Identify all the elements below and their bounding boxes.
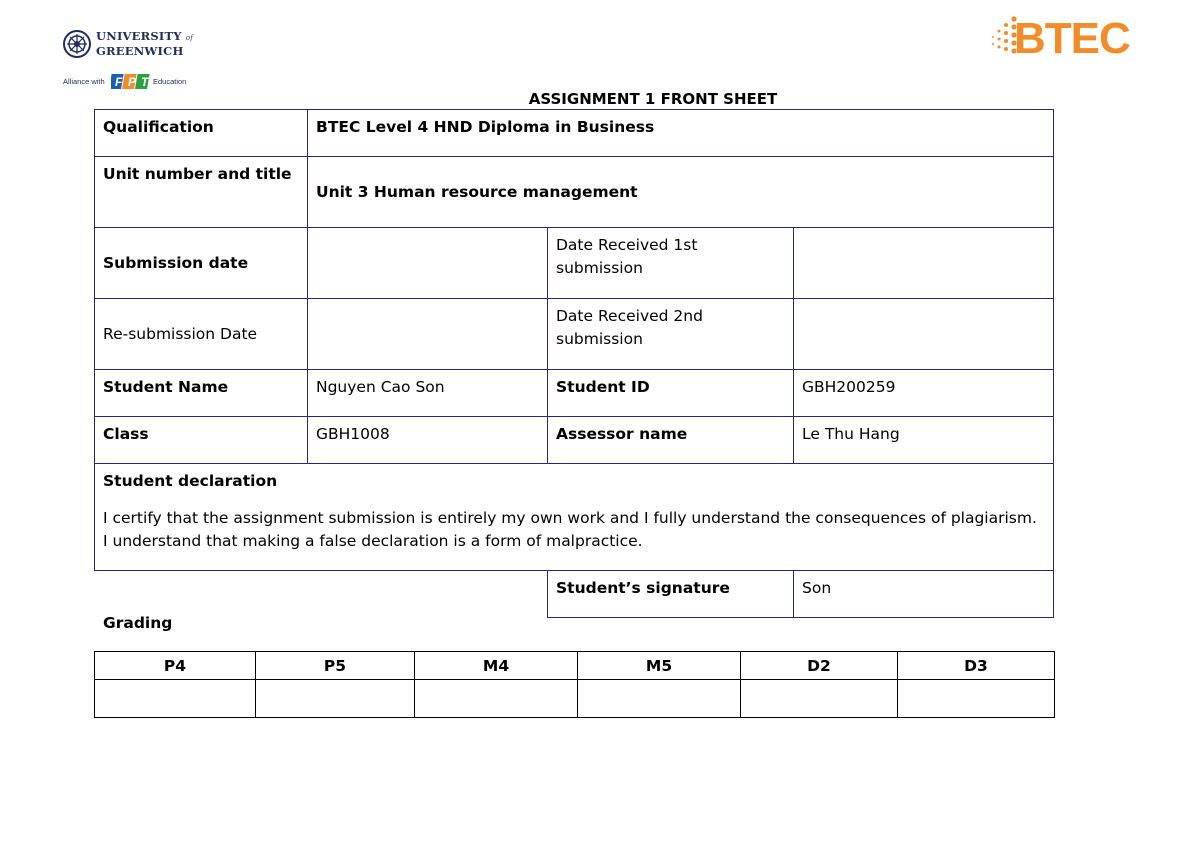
signature-value[interactable]: Son — [794, 571, 1054, 618]
class-label: Class — [95, 417, 308, 464]
student-name-label: Student Name — [95, 370, 308, 417]
student-id-label: Student ID — [548, 370, 794, 417]
qualification-label: Qualification — [95, 110, 308, 157]
resubmission-date-value[interactable] — [308, 299, 548, 370]
grading-heading: Grading — [103, 614, 173, 632]
university-name: UNIVERSITY of GREENWICH — [96, 29, 194, 58]
grade-header-d2: D2 — [741, 652, 898, 680]
declaration-heading: Student declaration — [103, 472, 278, 490]
alliance-with-fpt-logo: Alliance with F P T Education — [63, 72, 193, 94]
date-received-2nd-label: Date Received 2nd submission — [548, 299, 794, 370]
front-sheet-table — [94, 109, 1054, 618]
signature-label: Student’s signature — [548, 571, 794, 618]
qualification-value: BTEC Level 4 HND Diploma in Business — [308, 110, 1054, 157]
svg-text:T: T — [141, 75, 149, 89]
date-received-1st-value[interactable] — [794, 228, 1054, 299]
declaration-row — [95, 464, 1054, 571]
declaration-text: I certify that the assignment submission is entirely my own work and I fully understand the consequences of plagiarism. I understand that making a false declaration is a form of malpractice. — [103, 509, 1037, 550]
svg-text:P: P — [128, 75, 137, 89]
student-declaration — [95, 464, 1054, 571]
unit-value: Unit 3 Human resource management — [308, 157, 1054, 228]
submission-date-label: Submission date — [95, 228, 308, 299]
qualification-row — [95, 110, 1054, 157]
resubmission-date-row — [95, 299, 1054, 370]
grade-header-m4: M4 — [415, 652, 578, 680]
assessor-label: Assessor name — [548, 417, 794, 464]
resubmission-date-label: Re-submission Date — [95, 299, 308, 370]
grade-cell-d2[interactable] — [741, 680, 898, 718]
submission-date-row — [95, 228, 1054, 299]
svg-text:F: F — [115, 75, 123, 89]
grade-cell-p5[interactable] — [256, 680, 415, 718]
student-name-value[interactable]: Nguyen Cao Son — [308, 370, 548, 417]
date-received-1st-label: Date Received 1st submission — [548, 228, 794, 299]
btec-logo: BTEC — [990, 13, 1140, 63]
student-id-value[interactable]: GBH200259 — [794, 370, 1054, 417]
assessor-value[interactable]: Le Thu Hang — [794, 417, 1054, 464]
grade-cell-d3[interactable] — [898, 680, 1055, 718]
grade-cell-m4[interactable] — [415, 680, 578, 718]
university-of-greenwich-logo — [63, 28, 203, 62]
university-seal-icon — [63, 30, 91, 58]
grade-cell-p4[interactable] — [95, 680, 256, 718]
date-received-2nd-value[interactable] — [794, 299, 1054, 370]
grade-header-p5: P5 — [256, 652, 415, 680]
grade-header-m5: M5 — [578, 652, 741, 680]
student-name-row — [95, 370, 1054, 417]
grade-header-p4: P4 — [95, 652, 256, 680]
grading-value-row — [95, 680, 1055, 718]
grading-table — [94, 651, 1055, 718]
unit-label: Unit number and title — [95, 157, 308, 228]
class-row — [95, 417, 1054, 464]
grade-header-d3: D3 — [898, 652, 1055, 680]
grade-cell-m5[interactable] — [578, 680, 741, 718]
unit-row — [95, 157, 1054, 228]
grading-header-row — [95, 652, 1055, 680]
signature-row — [95, 571, 1054, 618]
signature-spacer — [95, 571, 548, 618]
class-value[interactable]: GBH1008 — [308, 417, 548, 464]
submission-date-value[interactable] — [308, 228, 548, 299]
page-title: ASSIGNMENT 1 FRONT SHEET — [528, 90, 778, 108]
fpt-logo-icon — [111, 72, 151, 92]
